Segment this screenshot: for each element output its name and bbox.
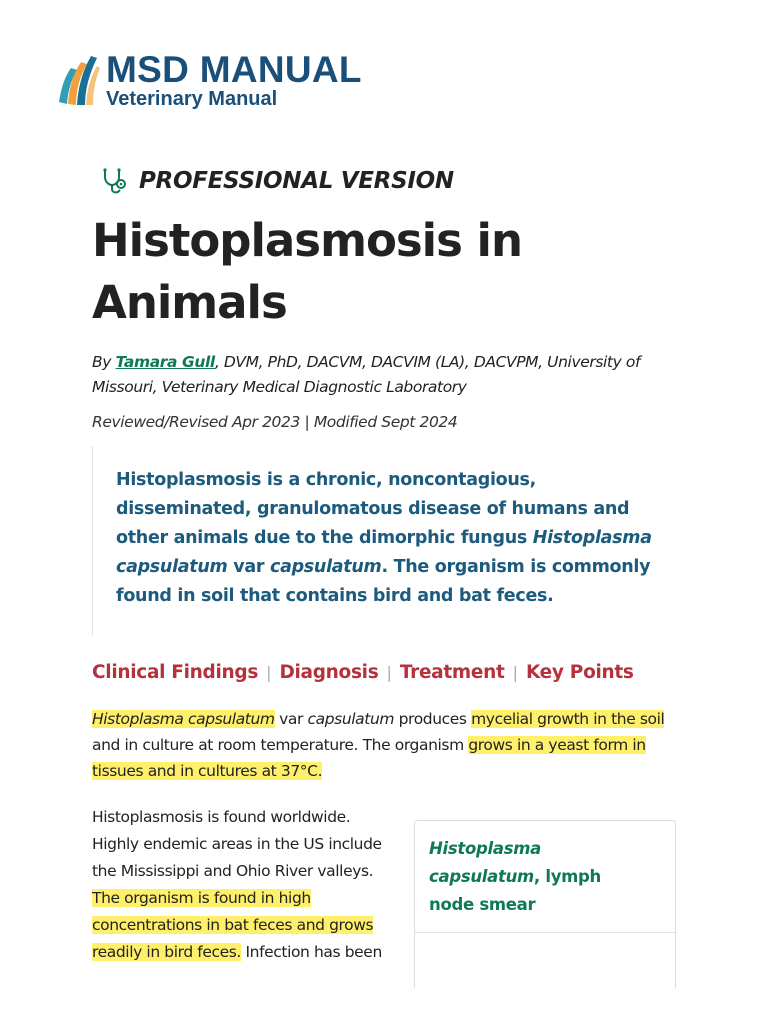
highlight-organism-name: Histoplasma capsulatum bbox=[92, 710, 275, 728]
byline bbox=[92, 350, 652, 400]
logo-subtitle: Veterinary Manual bbox=[106, 88, 278, 110]
professional-version-label: PROFESSIONAL VERSION bbox=[139, 168, 454, 194]
page-title: Histoplasmosis in Animals bbox=[92, 214, 523, 329]
figure-caption-rest: , lymph node smear bbox=[429, 867, 601, 914]
para2-text-1: Histoplasmosis is found worldwide. Highly endemic areas in the US include the Mississippi and Ohio River valleys. bbox=[92, 808, 382, 880]
logo-title: MSD MANUAL bbox=[106, 49, 362, 90]
summary-text bbox=[116, 466, 668, 611]
summary-part-3: . The organism is commonly found in soil that contains bird and bat feces. bbox=[116, 557, 651, 606]
msd-manual-logo[interactable] bbox=[55, 49, 375, 110]
summary-box bbox=[92, 446, 673, 636]
highlight-mycelial-growth: mycelial growth in the soil bbox=[471, 710, 665, 728]
summary-part-2: var bbox=[227, 557, 270, 577]
version-indicator bbox=[101, 166, 454, 196]
figure-divider bbox=[415, 932, 675, 933]
figure-caption[interactable] bbox=[429, 835, 639, 919]
paragraph-intro bbox=[92, 706, 682, 784]
para2-text-2: Infection has been bbox=[240, 943, 382, 961]
section-nav bbox=[92, 658, 634, 686]
figure-caption-italic: Histoplasma capsulatum bbox=[429, 839, 541, 886]
summary-italic-1: Histoplasma capsulatum bbox=[116, 528, 652, 577]
para1-text-2: produces bbox=[394, 710, 472, 728]
paragraph-distribution bbox=[92, 804, 397, 966]
nav-diagnosis[interactable]: Diagnosis bbox=[279, 661, 379, 683]
author-link[interactable]: Tamara Gull bbox=[115, 353, 215, 371]
nav-separator: | bbox=[266, 662, 272, 682]
reviewed-date: Reviewed/Revised Apr 2023 | Modified Sept 2024 bbox=[92, 413, 458, 431]
nav-key-points[interactable]: Key Points bbox=[525, 661, 634, 683]
byline-prefix: By bbox=[92, 353, 116, 371]
figure-card[interactable] bbox=[414, 820, 676, 988]
stethoscope-icon bbox=[101, 167, 127, 195]
highlight-bat-feces: The organism is found in high concentrations in bat feces and grows readily in bird feces. bbox=[92, 889, 374, 961]
highlight-yeast-form: grows in a yeast form in tissues and in cultures at 37°C. bbox=[92, 736, 646, 780]
para1-text-1: var bbox=[274, 710, 308, 728]
logo-mark-icon bbox=[55, 52, 101, 106]
nav-separator: | bbox=[386, 662, 392, 682]
nav-separator: | bbox=[512, 662, 518, 682]
para1-text-3: and in culture at room temperature. The organism bbox=[92, 736, 469, 754]
nav-treatment[interactable]: Treatment bbox=[399, 661, 505, 683]
para1-italic-var: capsulatum bbox=[307, 710, 395, 728]
summary-part-1: Histoplasmosis is a chronic, noncontagious, disseminated, granulomatous disease of humans and other animals due to the dimorphic fungus bbox=[116, 470, 630, 548]
summary-italic-2: capsulatum bbox=[270, 557, 382, 577]
author-credentials: , DVM, PhD, DACVM, DACVIM (LA), DACVPM, University of Missouri, Veterinary Medical Diagnostic Laboratory bbox=[92, 353, 641, 396]
nav-clinical-findings[interactable]: Clinical Findings bbox=[92, 661, 259, 683]
